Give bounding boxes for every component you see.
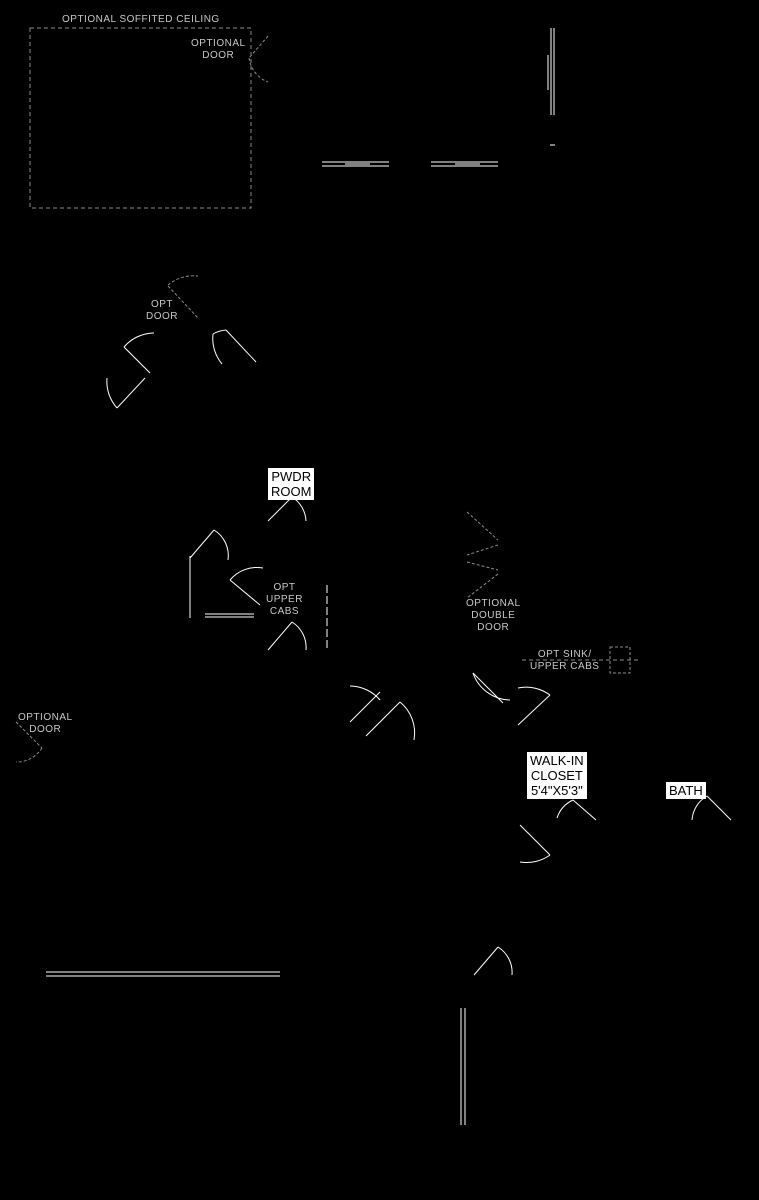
- optional-door-left-label: OPTIONAL DOOR: [18, 712, 73, 735]
- powder-room-door: [268, 497, 306, 521]
- bath-label: BATH: [666, 782, 706, 799]
- opt-sink-label: OPT SINK/ UPPER CABS: [530, 649, 600, 672]
- center-double-door: [350, 686, 415, 740]
- window-top-right: [548, 28, 555, 145]
- opt-door-label: OPT DOOR: [146, 299, 178, 322]
- bottom-door: [474, 947, 512, 975]
- optional-door-top-label: OPTIONAL DOOR: [191, 38, 246, 61]
- powder-room-label: PWDR ROOM: [268, 468, 314, 500]
- optional-door-top: [249, 36, 268, 82]
- bath-door: [692, 796, 731, 820]
- window-top-center: [322, 162, 498, 166]
- door-swings-center: [190, 530, 327, 650]
- upper-cabs-label: OPT UPPER CABS: [266, 582, 303, 617]
- optional-double-door: [467, 512, 498, 598]
- window-bottom-left: [46, 972, 280, 976]
- optional-double-door-label: OPTIONAL DOUBLE DOOR: [466, 598, 521, 633]
- soffit-label: OPTIONAL SOFFITED CEILING: [62, 14, 220, 25]
- closet-double-door: [473, 673, 550, 725]
- window-bottom-right: [461, 1008, 465, 1125]
- walk-in-closet-door: [520, 800, 596, 863]
- door-swing-cluster-left: [107, 330, 256, 408]
- walk-in-closet-label: WALK-IN CLOSET 5'4"X5'3": [527, 752, 587, 799]
